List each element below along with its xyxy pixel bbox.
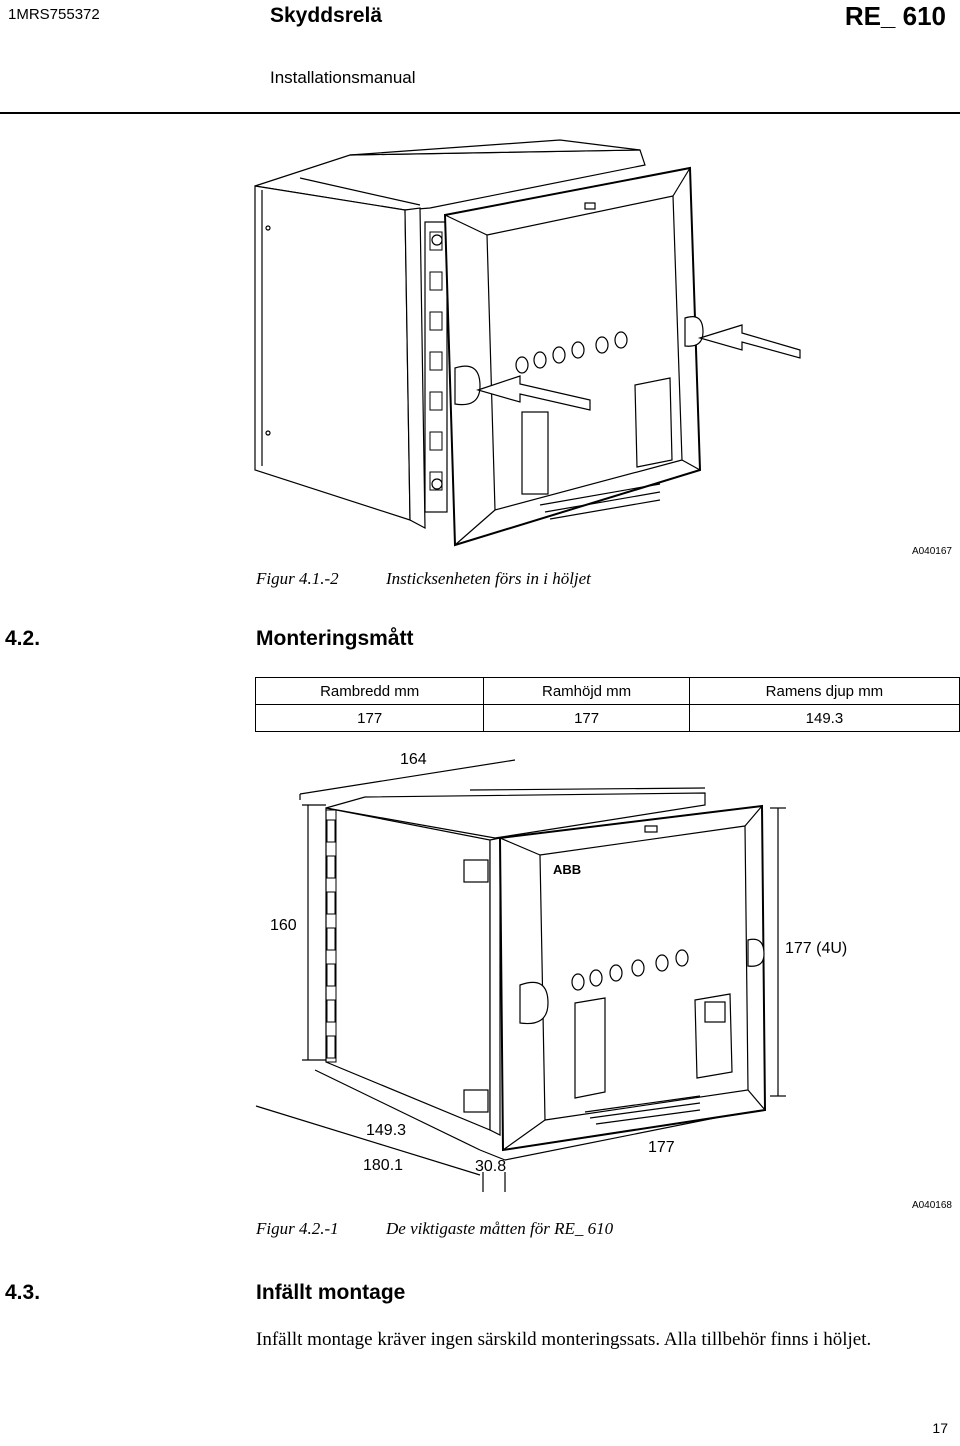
section-4-2-title: Monteringsmått [256, 627, 414, 650]
section-4-3-title: Infällt montage [256, 1281, 406, 1304]
product-name: RE_ 610 [844, 1, 946, 31]
section-4-3-number: 4.3. [5, 1281, 41, 1304]
page-number: 17 [932, 1420, 948, 1436]
figure2-caption: De viktigaste måtten för RE_ 610 [386, 1219, 614, 1238]
dim-left-height: 160 [270, 917, 297, 934]
dim-depth-b: 180.1 [363, 1157, 404, 1174]
table-cell: 149.3 [689, 705, 959, 732]
table-header-cell: Ramens djup mm [689, 678, 959, 705]
dim-depth-c: 30.8 [475, 1158, 507, 1175]
figure1-id: A040167 [911, 546, 952, 557]
dim-top-width: 164 [400, 751, 427, 768]
section-4-2-number: 4.2. [5, 627, 41, 650]
figure2-id: A040168 [911, 1200, 952, 1211]
dim-right-height: 177 (4U) [785, 940, 848, 957]
document-number: 1MRS755372 [8, 6, 100, 23]
figure1-number: Figur 4.1.-2 [256, 569, 339, 588]
abb-logo: ABB [553, 862, 582, 877]
dim-front-width: 177 [648, 1139, 675, 1156]
table-cell: 177 [484, 705, 690, 732]
figure1-caption: Insticksenheten förs in i höljet [386, 569, 591, 588]
section-4-3-body: Infällt montage kräver ingen särskild monteringssats. Alla tillbehör finns i höljet. [256, 1329, 872, 1350]
table-header-cell: Ramhöjd mm [484, 678, 690, 705]
document-title: Skyddsrelä [270, 4, 383, 27]
dim-depth-a: 149.3 [366, 1122, 407, 1139]
table-header-cell: Rambredd mm [256, 678, 484, 705]
table-cell: 177 [256, 705, 484, 732]
document-subtitle: Installationsmanual [270, 68, 416, 87]
figure2-number: Figur 4.2.-1 [256, 1219, 339, 1238]
